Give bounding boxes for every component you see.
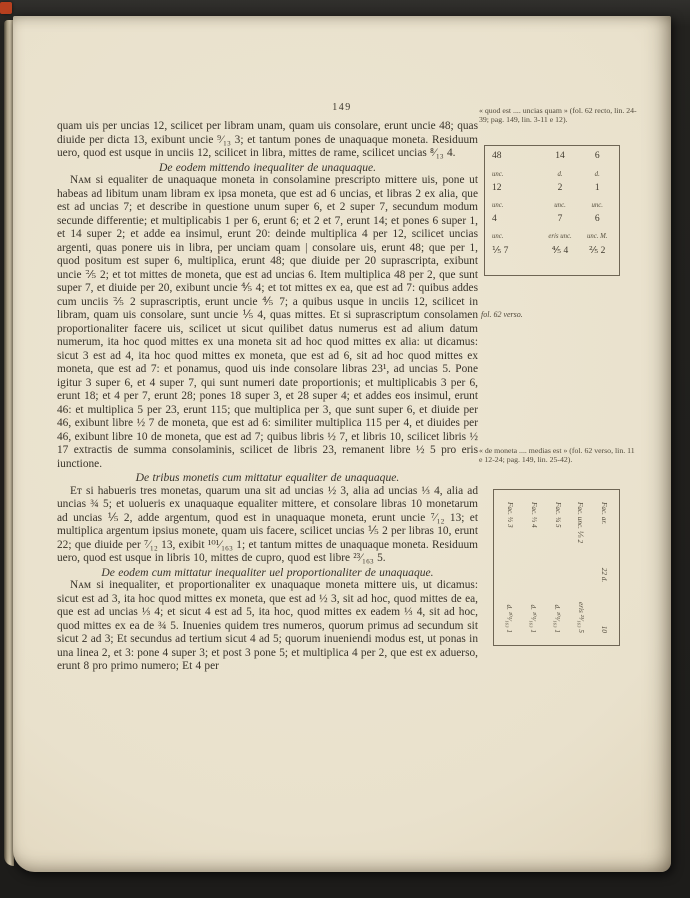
rotated-table-row	[600, 494, 608, 641]
main-text-column	[57, 120, 478, 674]
margin-note-2: « de moneta .... medias est » (fol. 62 verso, lin. 11 e 12-24; pag. 149, lin. 25-42).	[479, 446, 635, 465]
table-cell: Fac. unc. ⅕ 2	[576, 502, 585, 544]
table-cell: unc.	[492, 202, 504, 209]
body-paragraph-2: Nᴀᴍ si equaliter de unaquaque moneta in consolamine prescripto mittere uis, pone ut habeas ad libitum unam libram ex ipsa moneta, que est ad 6 uncias, et libras 2 ex alia, que est ad uncias 7; et describe in questione unum super 6, et 2 super 7, secundum modum secunde differentie; et multiplicabis 1 per 6, erunt 6; et 2 et 7, erunt 14; et pones 6 super 1, et 14 super 2; et adde ea insimul, erunt 20: deinde multiplica 4 per 12, scilicet uncias argenti, quas ponere uis in libra, per unciam quam | consolare uis, erunt 48; que per 1, quod positum est super 6, multiplica, erunt 48; que diuide per 20 suprascripta, exibunt uncie ⅖ 2; et tot mittes de moneta, que est ad uncias 6. Item multiplica 48 per 2, que sunt super 7, et diuide per 20, exibunt uncie ⅘ 4; et tot mittes ex ea, que est ad 7: quibus addes cum unciis ⅖ 2 suprascriptis, erunt uncie ⅘ 7; a quibus usque in unciis 12, scilicet in libram, quam uis consolare, sunt uncie ⅕ 4, quas mittes. Et si suprascriptum consolamen proportionaliter facere uis, scilicet ut sicut quilibet datus numerus est ad alium datum numerum, ita hoc quod mittes ex una moneta sit ad hoc quod mittes ex alia: ut dicamus: sicut 3 est ad 4, ita hoc quod mittes ex moneta, que est ad 6, sit ad hoc quod mittes ex moneta, que est ad 7: et ponamus, quod uis inde consolare libras 23¹, ad uncias 5. Pone igitur 3 super 6, et 4 super 7, qui sunt numeri date proportionis; et multiplicabis 3 per 6, erunt 18; et 4 per 7, erunt 28; pones 18 super 3, et 28 super 4; et addes eos insimul, erunt 46: et multiplica 5 per 23, erunt 115; que multiplica per 3, que sunt super 6, et diuide per 46, exibunt libre ½ 7 de moneta, que est ad 6: similiter multiplica 115 per 4, et diuides per 46, exibunt libre 10 de moneta, que est ad 7; quibus libris ½ 7, et libris 10, scilicet libris ½ 17 extractis de summa consolaminis, scilicet de libris 23, remanent libre ½ 5 pro eris iunctione.	[57, 174, 478, 470]
table-cell: 4	[492, 214, 497, 224]
table-cell: 1	[594, 183, 600, 193]
table-cell: 14	[555, 151, 565, 161]
table-cell: ⅘ 4	[551, 246, 569, 256]
table-cell: unc.	[492, 233, 504, 240]
table-cell: unc.	[492, 171, 504, 178]
table-cell: Fac. ar.	[599, 502, 608, 525]
table-cell: 48	[492, 151, 502, 161]
page-number: 149	[332, 102, 352, 113]
table-cell: Fac. ¾ 5	[553, 502, 562, 528]
table-cell: 6	[594, 151, 600, 161]
table-cell: eris ²³⁄₁₆₃ 5	[577, 602, 586, 633]
table-cell: d. ¹⁰¹⁄₁₆₃ 1	[528, 604, 537, 633]
table-cell: ⅖ 2	[589, 246, 606, 256]
table-cell: 6	[594, 214, 600, 224]
red-corner-mark	[0, 2, 12, 14]
table-cell: eris unc.	[548, 233, 572, 240]
section-heading-1: De eodem mittendo inequaliter de unaquaque.	[158, 160, 377, 174]
table-cell: Fac. ½ 3	[506, 502, 515, 528]
rotated-table-row	[553, 494, 562, 641]
rotated-margin-table	[493, 489, 620, 646]
table-cell: 7	[557, 214, 563, 224]
margin-note-1: « quod est .... uncias quam » (fol. 62 recto, lin. 24-39; pag. 149, lin. 3-11 e 12).	[479, 106, 637, 125]
section-heading-2: De tribus monetis cum mittatur equaliter de unaquaque.	[135, 471, 400, 484]
table-cell: d.	[594, 171, 600, 178]
table-cell: d. ¹⁰¹⁄₁₆₃ 1	[552, 604, 561, 633]
table-cell: 10	[599, 625, 608, 633]
table-cell: 2	[557, 183, 563, 193]
rotated-table-content	[498, 494, 615, 641]
table-cell: Fac. ⅓ 4	[529, 502, 538, 528]
body-paragraph-1: quam uis per uncias 12, scilicet per libram unam, quam uis consolare, erunt uncie 48; quas diuide per dicta 13, exibunt uncie ⁹⁄₁₃ 3; et tantum pones de unaquaque moneta. Residuum uero, quod est usque in unciis 12, scilicet in libra, mittes de rame, scilicet uncias ⁸⁄₁₃ 4.	[57, 120, 478, 159]
rotated-table-row	[576, 494, 585, 641]
table-cell: d. ¹⁰¹⁄₁₆₃ 1	[505, 604, 514, 633]
rotated-table-row	[529, 494, 538, 641]
table-cell: unc. M.	[586, 233, 608, 240]
body-paragraph-4: Nᴀᴍ si inequaliter, et proportionaliter ex unaquaque moneta mittere uis, ut dicamus: sicut est ad 3, ita hoc quod mittes ex moneta, que est ad ½ 3, sit ad hoc, quod mittes de ea, que est ad uncias ⅓ 4; et sicut 4 est ad 5, ita hoc, quod mittes ex eadem ⅓ 4, sit ad hoc, quod mittes ex ea de ¾ 5. Inuenies quidem tres numeros, quorum primus ad secundum sit sicut 2 ad 3; Et secundus ad tertium sicut 4 ad 5; quorum inueniendi modus est, ut ponas in una linea 2, et 3: pone 4 super 3; et post 3 pone 5; et multiplica 4 per 2, que est ex aduerso, erunt 8 pro primo numero; Et 4 per	[57, 579, 478, 672]
rotated-table-row	[505, 494, 514, 641]
table-cell: ⅕ 7	[492, 246, 509, 256]
section-heading-3: De eodem cum mittatur inequaliter uel proportionaliter de unaquaque.	[101, 565, 434, 579]
table-cell: unc.	[554, 202, 566, 209]
margin-table-1	[484, 145, 620, 276]
body-paragraph-3: Eᴛ si habueris tres monetas, quarum una sit ad uncias ½ 3, alia ad uncias ⅓ 4, alia ad uncias ¾ 5; et uolueris ex unaquaque equaliter mittere, et consolare libras 10 monetarum ad uncias ⅕ 2, adde argentum, quod est in unaquaque moneta, erunt uncie ⁷⁄₁₂ 13; et multiplica argentum ipsius monete, quam uis facere, scilicet uncias ⅕ 2 per libras 10, erunt 22; que diuide per ⁷⁄₁₂ 13, exibit ¹⁰¹⁄₁₆₃ 1; et tantum mittes de unaquaque moneta. Residuum uero, quod est usque in libris 10, mittes de cupro, quod est libre ²³⁄₁₆₃ 5.	[57, 484, 478, 564]
table-cell: d.	[557, 171, 563, 178]
table-cell: 12	[492, 183, 502, 193]
folio-reference: fol. 62 verso.	[481, 310, 523, 319]
table-cell: 22 d.	[599, 567, 608, 583]
table-cell: unc.	[591, 202, 603, 209]
